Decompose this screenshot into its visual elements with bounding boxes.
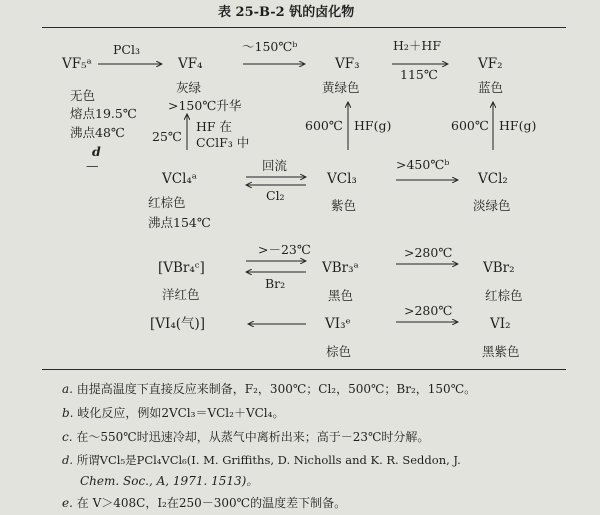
condition-115: 115℃ [400, 67, 438, 82]
compound-vi4: [VI₄(气)] [150, 316, 206, 332]
condition-br2: Br₂ [265, 276, 286, 291]
compound-vbr2: VBr₂ [483, 260, 515, 276]
compound-vf2: VF₂ [478, 56, 503, 72]
condition-cclf3: CClF₃ 中 [196, 135, 250, 150]
footnote-b: b. 岐化反应，例如2VCl₃＝VCl₂＋VCl₄。 [62, 406, 285, 420]
vcl3-color: 紫色 [331, 198, 357, 213]
compound-vbr3: VBr₃ᵃ [322, 260, 359, 276]
bottom-rule [42, 369, 566, 370]
vcl2-color: 淡绿色 [473, 198, 511, 213]
vbr3-color: 黑色 [328, 288, 354, 303]
condition-280-b: >280℃ [404, 303, 453, 318]
vf5-color: 无色 [70, 88, 96, 103]
footnote-d: d. 所谓VCl₅是PCl₄VCl₆(I. M. Griffiths, D. Nicholls and K. R. Seddon, J. [62, 453, 461, 467]
footnote-e: e. 在 V＞408C，I₂在250－300℃的温度差下制备。 [62, 496, 347, 510]
vcl4-color: 红棕色 [148, 195, 186, 210]
condition-280-a: >280℃ [404, 245, 453, 260]
vf5-d-mark: d [92, 144, 101, 159]
vcl4-bp: 沸点154℃ [148, 215, 211, 230]
compound-vf4: VF₄ [178, 56, 203, 72]
footnote-a: a. 由提高温度下直接反应来制备，F₂，300℃；Cl₂，500℃；Br₂，150℃。 [62, 382, 477, 396]
vi3-color: 棕色 [326, 344, 352, 359]
vi2-color: 黑紫色 [482, 344, 520, 359]
condition-cl2: Cl₂ [266, 188, 285, 203]
compound-vcl2: VCl₂ [478, 171, 508, 187]
condition-600-a: 600℃ [305, 118, 343, 133]
condition-reflux: 回流 [262, 158, 288, 173]
compound-vcl3: VCl₃ [327, 171, 357, 187]
vf3-color: 黄绿色 [322, 80, 360, 95]
condition-150b: ～150℃ᵇ [242, 39, 298, 54]
condition-hfg-a: HF(g) [354, 118, 392, 133]
compound-vf3: VF₃ [335, 56, 360, 72]
vf5-mp: 熔点19.5℃ [70, 106, 137, 121]
footnote-d-cont: Chem. Soc., A, 1971. 1513)。 [80, 474, 259, 488]
condition-25: 25℃ [152, 129, 182, 144]
vf5-dash: — [86, 158, 99, 173]
condition-hfg-b: HF(g) [499, 118, 537, 133]
vf5-bp: 沸点48℃ [70, 125, 125, 140]
compound-vi2: VI₂ [490, 316, 511, 332]
condition-600-b: 600℃ [451, 118, 489, 133]
compound-vcl4: VCl₄ᵃ [162, 171, 198, 187]
footnote-c: c. 在～550℃时迅速冷却，从蒸气中离析出来；高于－23℃时分解。 [62, 430, 430, 444]
condition-pcl3: PCl₃ [113, 42, 140, 57]
vf2-color: 蓝色 [478, 80, 504, 95]
compound-vi3: VI₃ᵉ [325, 316, 351, 332]
vbr2-color: 红棕色 [485, 288, 523, 303]
condition-450b: >450℃ᵇ [396, 157, 450, 172]
table-title: 表 25-B-2 钒的卤化物 [218, 5, 355, 20]
condition-minus23: >－23℃ [258, 242, 311, 257]
compound-vbr4: [VBr₄ᶜ] [158, 260, 205, 276]
condition-h2hf: H₂＋HF [393, 38, 441, 53]
vbr4-color: 洋红色 [162, 287, 200, 302]
compound-vf5: VF₅ᵃ [62, 56, 92, 72]
vf4-sublimation: >150℃升华 [168, 98, 242, 113]
vf4-color: 灰绿 [176, 80, 202, 95]
condition-hf-in: HF 在 [196, 119, 233, 134]
